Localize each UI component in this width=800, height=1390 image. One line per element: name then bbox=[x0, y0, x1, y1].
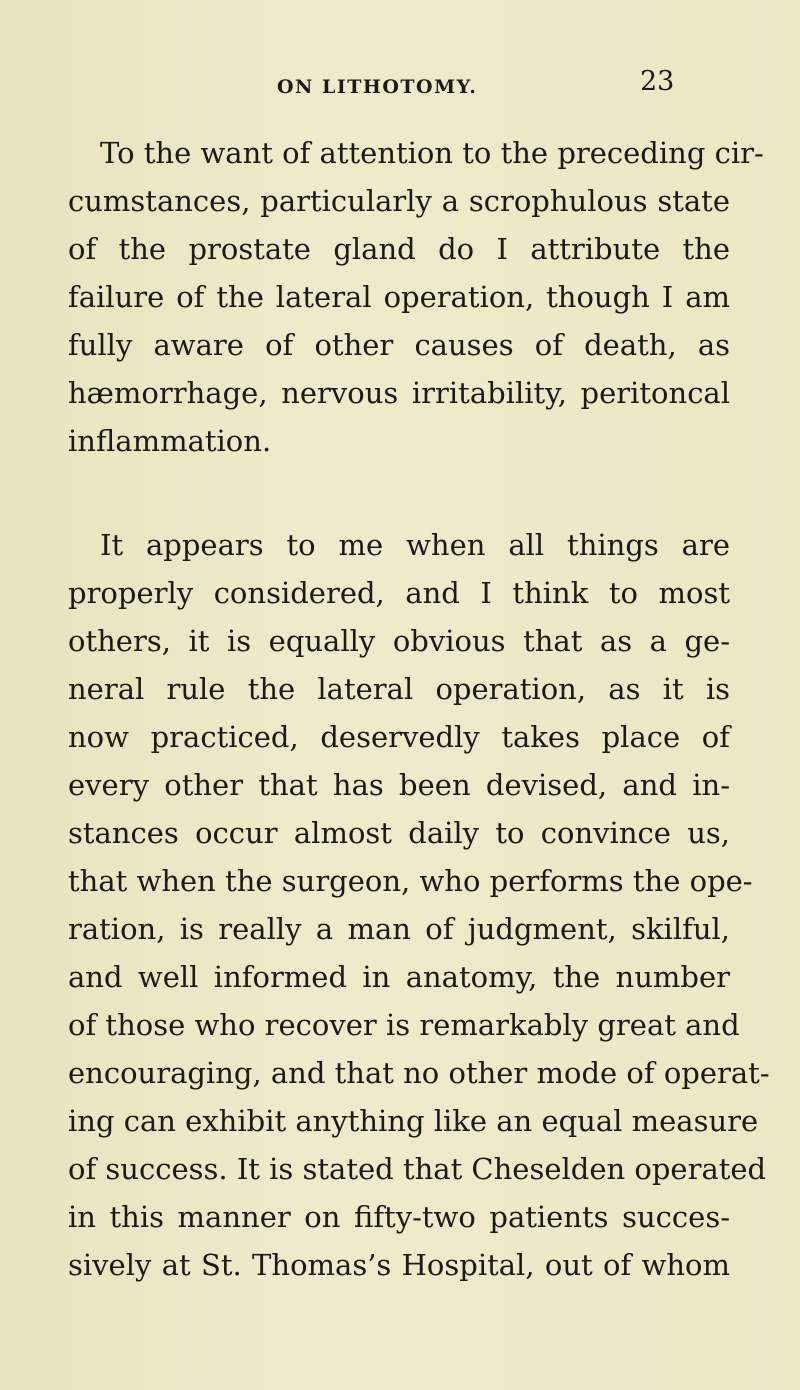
running-title: ON LITHOTOMY. bbox=[277, 76, 478, 98]
text-line: properly considered, and I think to most bbox=[68, 576, 730, 610]
running-head bbox=[0, 66, 800, 106]
text-line: inflammation. bbox=[68, 424, 272, 458]
text-line: cumstances, particularly a scrophulous state bbox=[68, 184, 730, 218]
text-line: in this manner on fifty-two patients succes- bbox=[68, 1200, 730, 1234]
text-line: of the prostate gland do I attribute the bbox=[68, 232, 730, 266]
paragraph-2 bbox=[68, 521, 770, 1289]
text-line: of those who recover is remarkably great and bbox=[68, 1008, 740, 1042]
text-line: ing can exhibit anything like an equal measure bbox=[68, 1104, 759, 1138]
text-line: neral rule the lateral operation, as it is bbox=[68, 672, 730, 706]
paragraph-1 bbox=[68, 129, 764, 465]
text-line: To the want of attention to the preceding cir- bbox=[100, 136, 764, 170]
text-line: now practiced, deservedly takes place of bbox=[68, 720, 730, 754]
text-line: that when the surgeon, who performs the ope- bbox=[68, 864, 753, 898]
page-number: 23 bbox=[640, 66, 675, 97]
text-line: every other that has been devised, and in- bbox=[68, 768, 730, 802]
text-line: sively at St. Thomas’s Hospital, out of whom bbox=[68, 1248, 730, 1282]
text-line: and well informed in anatomy, the number bbox=[68, 960, 730, 994]
text-line: hæmorrhage, nervous irritability, peritoncal bbox=[68, 376, 730, 410]
paragraph-gap bbox=[68, 465, 730, 521]
body-text bbox=[68, 129, 770, 1289]
text-line: encouraging, and that no other mode of operat- bbox=[68, 1056, 770, 1090]
text-line: failure of the lateral operation, though I am bbox=[68, 280, 730, 314]
text-line: It appears to me when all things are bbox=[100, 528, 730, 562]
text-line: fully aware of other causes of death, as bbox=[68, 328, 730, 362]
text-line: others, it is equally obvious that as a ge- bbox=[68, 624, 730, 658]
text-line: of success. It is stated that Cheselden operated bbox=[68, 1152, 767, 1186]
text-line: ration, is really a man of judgment, skilful, bbox=[68, 912, 730, 946]
text-line: stances occur almost daily to convince us, bbox=[68, 816, 730, 850]
